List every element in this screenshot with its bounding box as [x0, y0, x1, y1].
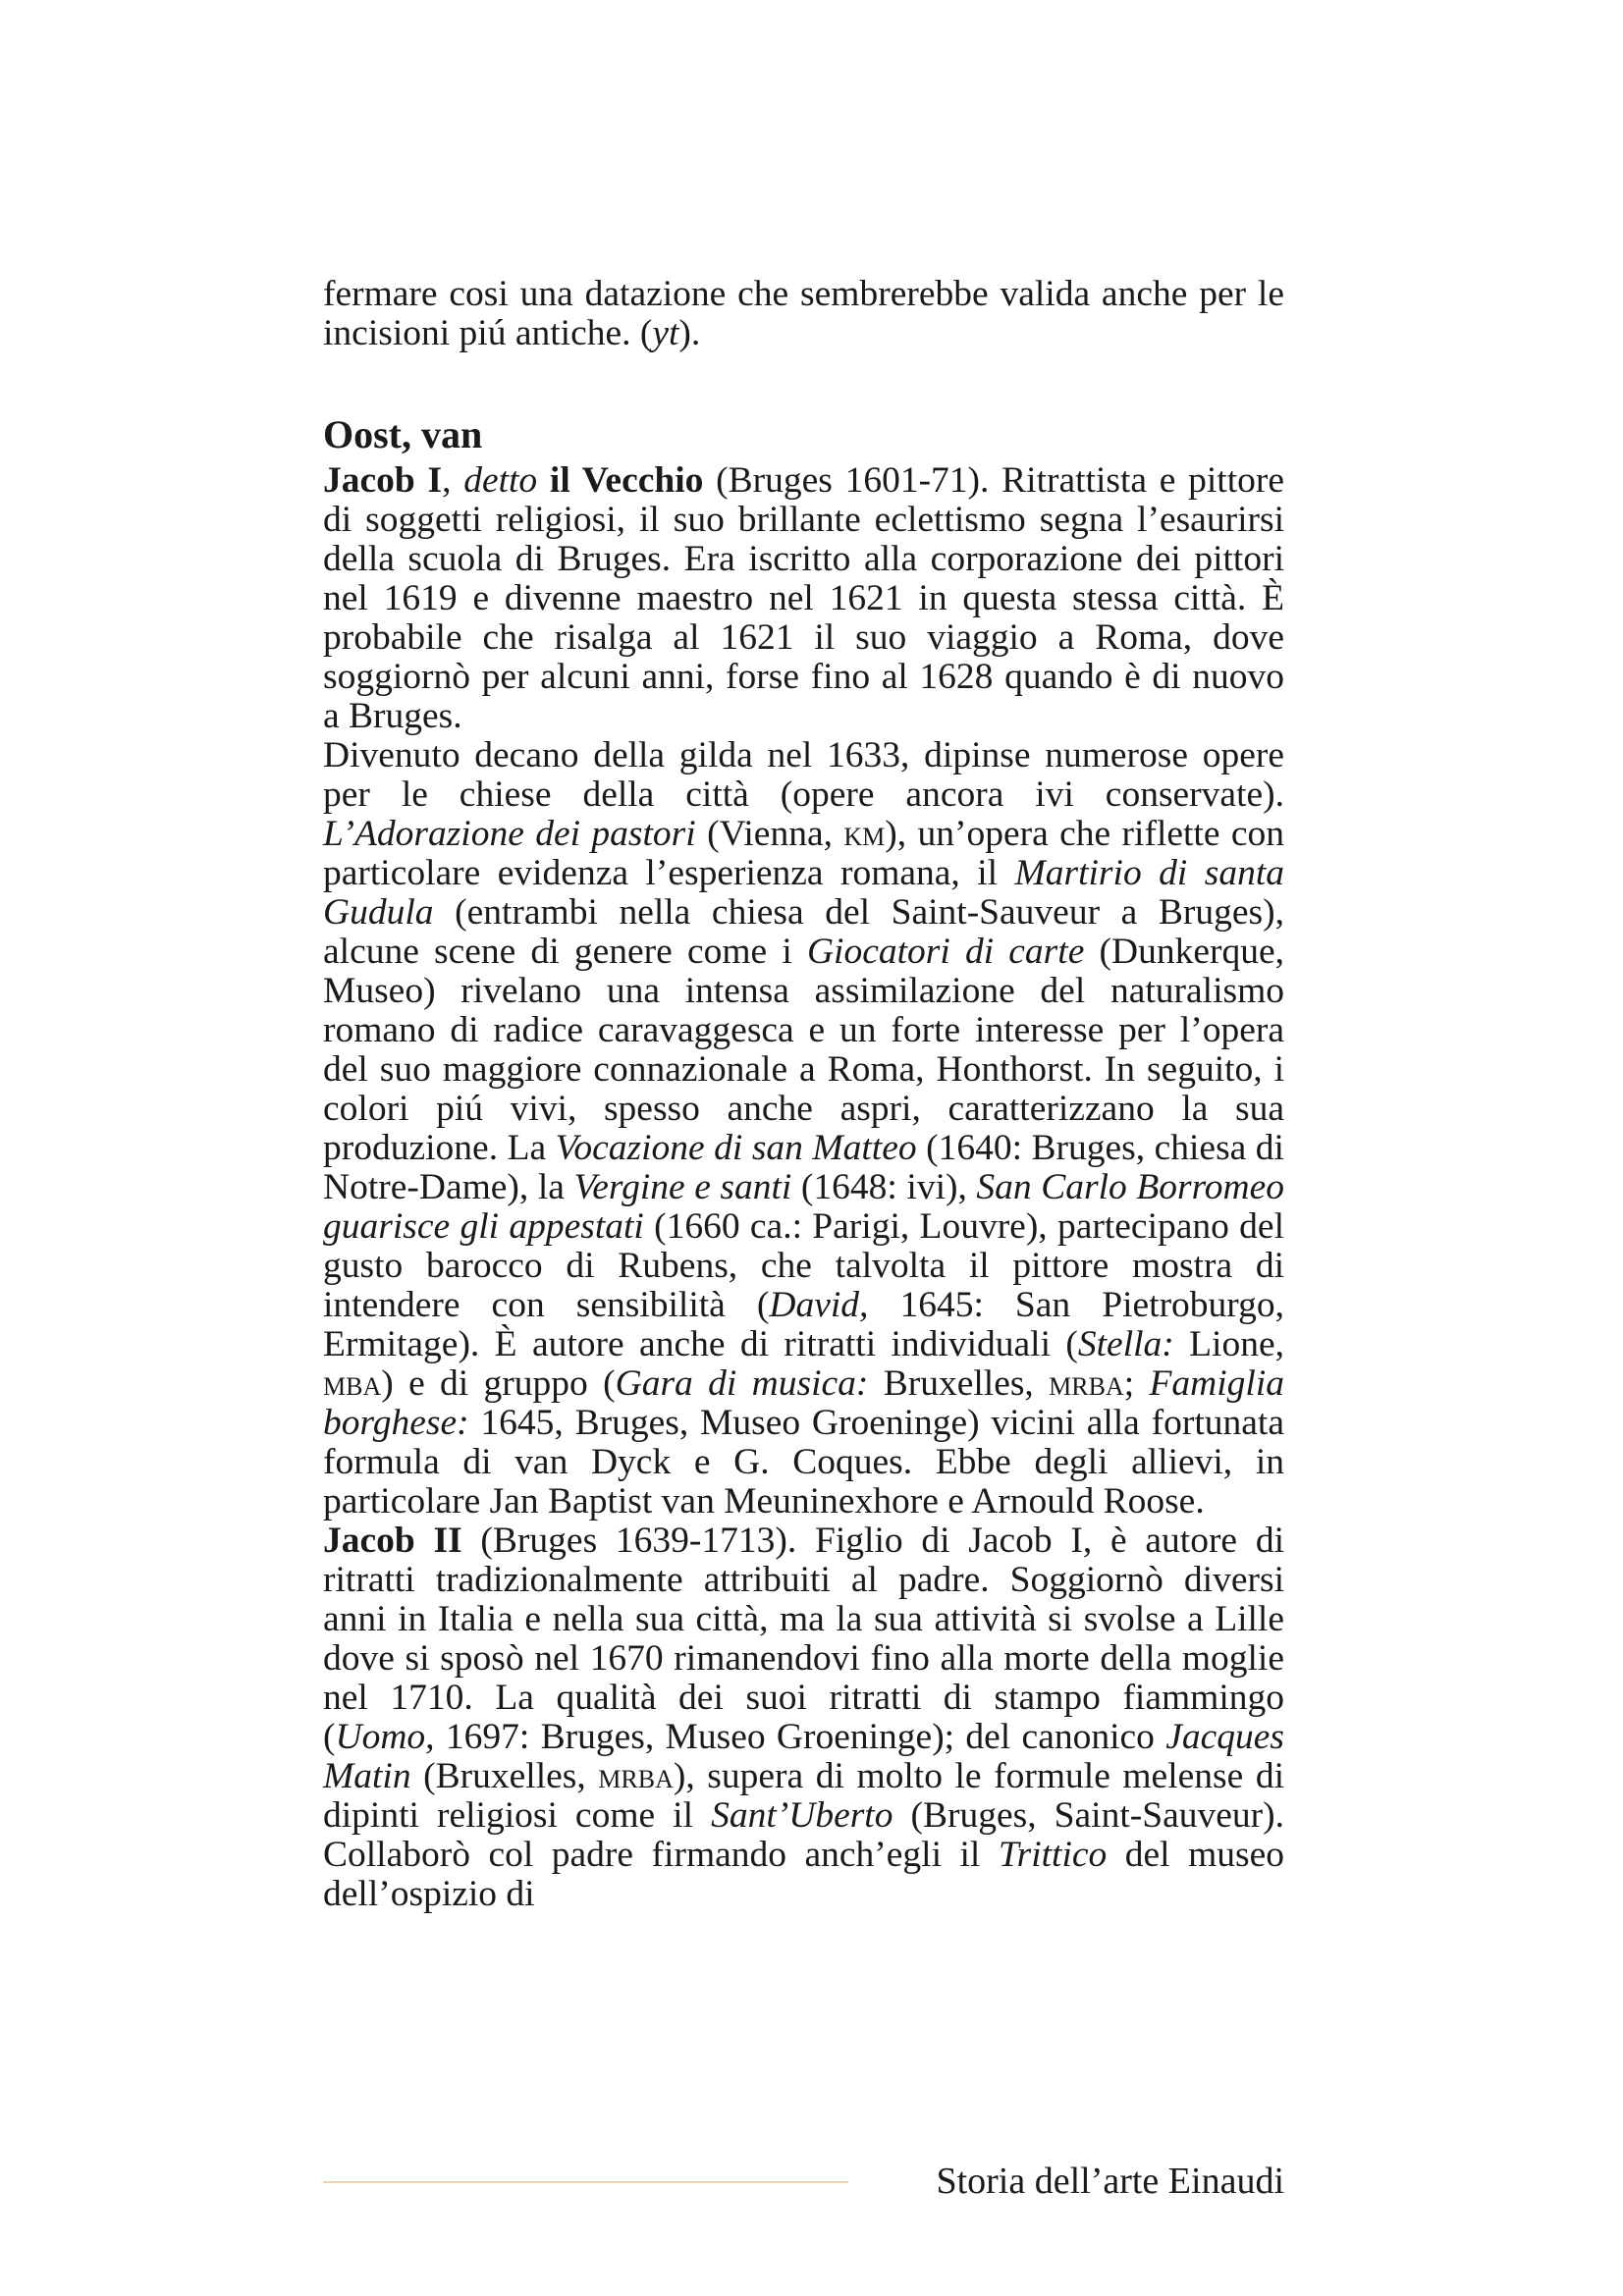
work-title: Jacques Matin [323, 1717, 1284, 1796]
work-title: Gara di musica: [615, 1363, 869, 1404]
work-title: Vergine e santi [573, 1167, 792, 1207]
jacob-i-nickname: il Vecchio [537, 460, 704, 501]
text-run: (1640: Bruges, chiesa di Notre-Dame), la [323, 1128, 1284, 1207]
text-run: (entrambi nella chiesa del Saint-Sauveur a Bruges), alcune scene di genere come i [323, 892, 1284, 972]
text-run: ), supera di molto le formule melense di dipinti religiosi come il [323, 1756, 1284, 1836]
jacob-ii-name: Jacob II [323, 1521, 462, 1561]
text-run: Lione, [1173, 1324, 1284, 1364]
text-run: (Vienna, [695, 814, 844, 854]
author-initials: yt [652, 313, 679, 353]
work-title: Vocazione di san Matteo [555, 1128, 917, 1168]
text-run: (1648: ivi), [791, 1167, 977, 1207]
text-run: ; [1123, 1363, 1150, 1404]
jacob-i-text: (Bruges 1601-71). Ritrattista e pittore di soggetti religiosi, il suo brillante eclettismo segna l’esaurirsi della scuola di Bruges. Era iscritto alla corporazione dei pittori nel 1619 e divenne maestro nel 1621 in questa stessa città. È probabile che risalga al 1621 il suo viaggio a Roma, dove soggiornò per alcuni anni, forse fino al 1628 quando è di nuovo a Bruges. [323, 460, 1285, 736]
work-title: San Carlo Borromeo guarisce gli appestati [323, 1167, 1285, 1247]
work-title: Stella: [1077, 1324, 1174, 1364]
text-run: (Bruxelles, [410, 1756, 599, 1796]
work-title: Uomo, [335, 1717, 435, 1757]
jacob-i-detto: detto [463, 460, 538, 501]
page-footer [323, 2160, 1284, 2203]
text-run: 1645, Bruges, Museo Groeninge) vicini alla fortunata formula di van Dyck e G. Coques. Ebbe degli allievi, in particolare Jan Baptist van Meuninexhore e Arnould Roose. [323, 1403, 1284, 1522]
work-title: Martirio di santa Gudula [323, 853, 1284, 933]
museum-abbr: km [843, 814, 886, 854]
text-run: ), un’opera che riflette con particolare evidenza l’esperienza romana, il [323, 814, 1285, 893]
text-run: ) e di gruppo ( [381, 1363, 616, 1404]
work-title: Famiglia borghese: [323, 1363, 1284, 1443]
text-run: 1645: San Pietroburgo, Ermitage). È autore anche di ritratti individuali ( [323, 1285, 1284, 1364]
work-title: David, [769, 1285, 869, 1325]
text-run: del museo dell’ospizio di [323, 1835, 1284, 1914]
text-run: (Bruges 1639-1713). Figlio di Jacob I, è autore di ritratti tradizionalmente attribuiti al padre. Soggiornò diversi anni in Italia e nella sua città, ma la sua attività si svolse a Lille dove si sposò nel 1670 rimanendovi fino alla morte della moglie nel 1710. La qualità dei suoi ritratti di stampo fiammingo ( [323, 1521, 1284, 1757]
text-run: 1697: Bruges, Museo Groeninge); del canonico [434, 1717, 1166, 1757]
intro-paragraph [323, 275, 1284, 353]
work-title: Trittico [998, 1835, 1108, 1875]
text-run: (Dunkerque, Museo) rivelano una intensa assimilazione del naturalismo romano di radice caravaggesca e un forte interesse per l’opera del suo maggiore connazionale a Roma, Honthorst. In seguito, i colori piú vivi, spesso anche aspri, caratterizzano la sua produzione. La [323, 932, 1284, 1168]
jacob-i-comma: , [442, 460, 464, 501]
entry-title: Oost, van [323, 412, 483, 456]
text-run: Divenuto decano della gilda nel 1633, dipinse numerose opere per le chiese della città (opere ancora ivi conservate). [323, 735, 1284, 815]
jacob-i-works-paragraph [323, 736, 1284, 1522]
jacob-i-paragraph [323, 461, 1284, 736]
museum-abbr: mba [323, 1363, 382, 1404]
work-title: Sant’Uberto [711, 1795, 893, 1836]
footer-title: Storia dell’arte Einaudi [936, 2161, 1284, 2202]
work-title: L’Adorazione dei pastori [323, 814, 696, 854]
text-run: Bruxelles, [868, 1363, 1050, 1404]
museum-abbr: mrba [1049, 1363, 1124, 1404]
museum-abbr: mrba [598, 1756, 674, 1796]
intro-text: fermare cosi una datazione che sembrerebbe valida anche per le incisioni piú antiche. ( [323, 274, 1284, 353]
jacob-i-name: Jacob I [323, 460, 443, 501]
footer-rule [323, 2181, 848, 2183]
page-body [323, 275, 1284, 1914]
text-run: (1660 ca.: Parigi, Louvre), partecipano del gusto barocco di Rubens, che talvolta il pittore mostra di intendere con sensibilità ( [323, 1206, 1284, 1325]
work-title: Giocatori di carte [806, 932, 1085, 972]
jacob-ii-paragraph [323, 1522, 1284, 1914]
text-run: (Bruges, Saint-Sauveur). Collaborò col padre firmando anch’egli il [323, 1795, 1285, 1875]
intro-close: ). [678, 313, 701, 353]
